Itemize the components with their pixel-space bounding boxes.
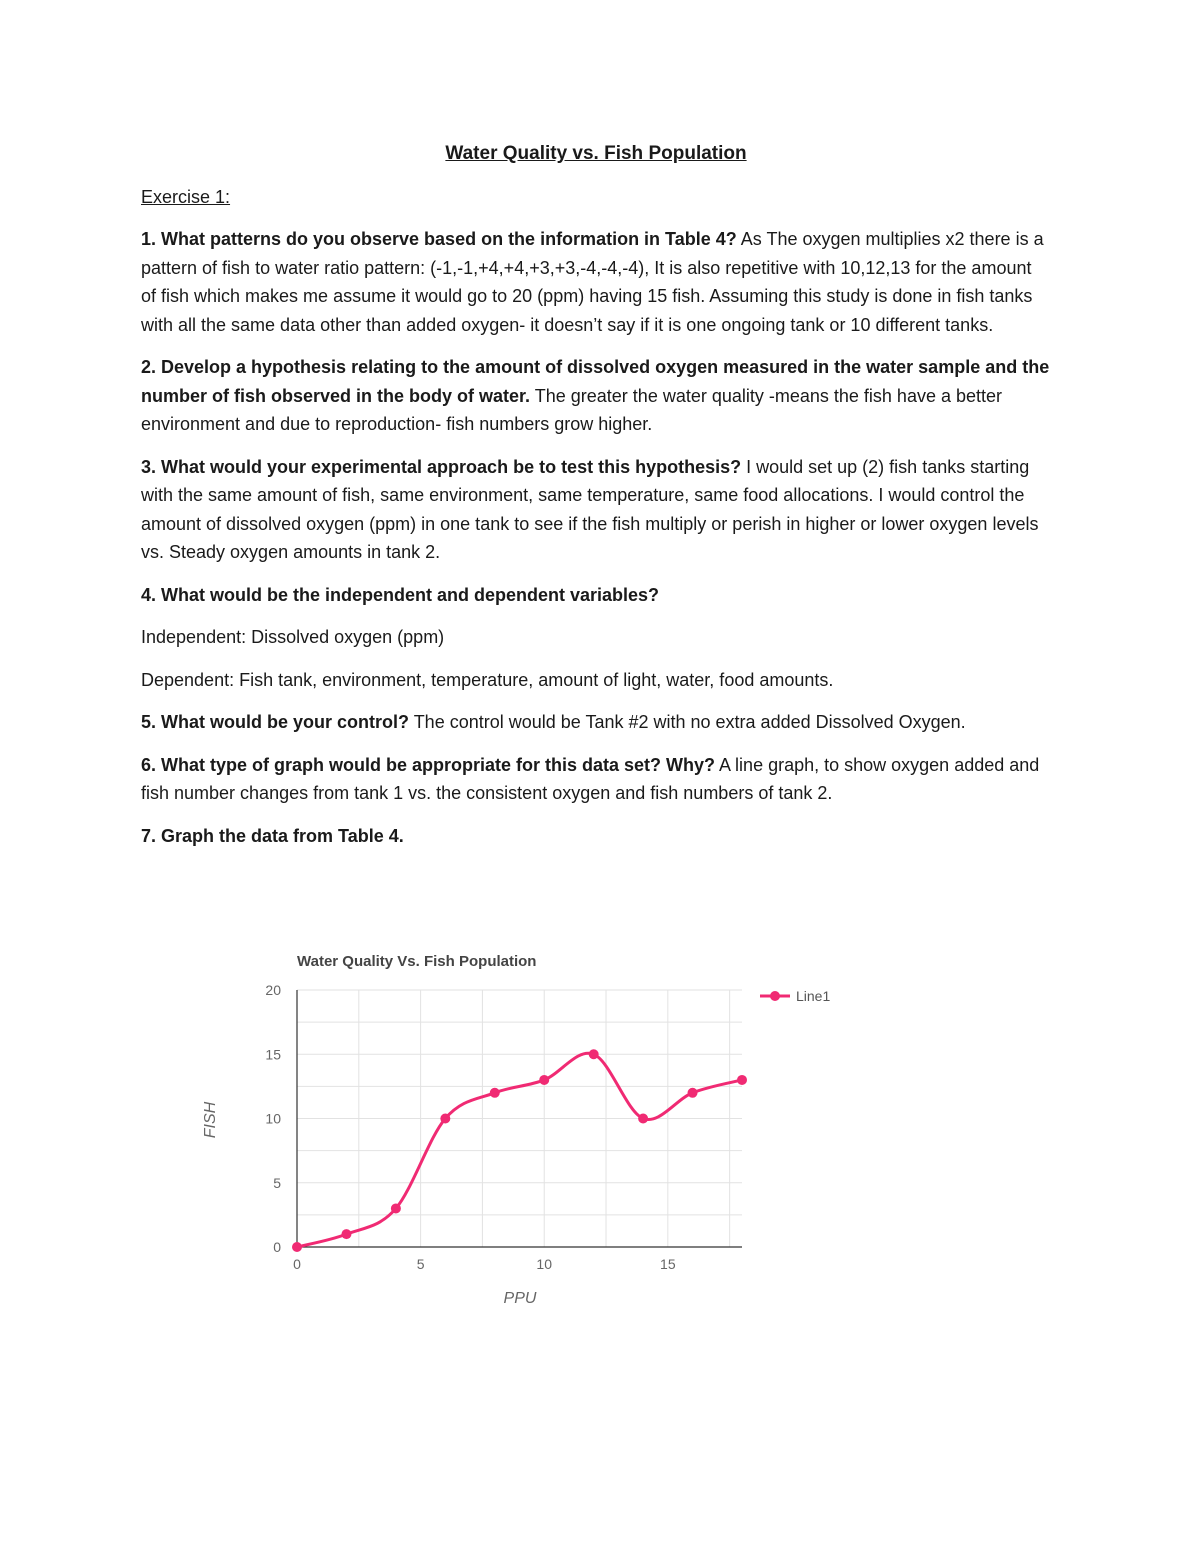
data-point (490, 1088, 500, 1098)
y-tick-label: 20 (265, 982, 281, 998)
data-point (440, 1114, 450, 1124)
data-point (638, 1114, 648, 1124)
question-3-prompt: 3. What would your experimental approach be to test this hypothesis? (141, 456, 742, 477)
document-body (141, 140, 1051, 864)
data-point (539, 1075, 549, 1085)
chart-svg (180, 940, 880, 1320)
x-tick-label: 15 (660, 1256, 676, 1272)
series-line (297, 1053, 742, 1247)
data-point (688, 1088, 698, 1098)
question-7 (141, 822, 1051, 851)
legend-marker (770, 991, 780, 1001)
y-tick-label: 0 (273, 1239, 281, 1255)
chart-legend (760, 988, 830, 1004)
data-point (292, 1242, 302, 1252)
question-2 (141, 353, 1051, 439)
chart-grid (297, 990, 742, 1247)
line-chart (180, 940, 880, 1320)
chart-title: Water Quality Vs. Fish Population (297, 953, 537, 970)
question-7-prompt: 7. Graph the data from Table 4. (141, 825, 404, 846)
y-tick-label: 15 (265, 1046, 281, 1063)
question-6-prompt: 6. What type of graph would be appropriate for this data set? Why? (141, 754, 716, 775)
question-4 (141, 581, 1051, 610)
x-axis-label: PPU (503, 1290, 537, 1307)
y-axis-label: FISH (202, 1101, 219, 1139)
question-5-prompt: 5. What would be your control? (141, 712, 409, 732)
legend-label: Line1 (796, 988, 831, 1004)
question-3 (141, 453, 1051, 567)
question-6 (141, 751, 1051, 808)
x-tick-label: 5 (416, 1256, 425, 1272)
question-5-answer: The control would be Tank #2 with no extra added Dissolved Oxygen. (413, 712, 966, 732)
exercise-heading: Exercise 1: (141, 186, 231, 207)
dependent-variable: Dependent: Fish tank, environment, temperature, amount of light, water, food amounts. (141, 669, 834, 690)
x-tick-label: 10 (536, 1256, 553, 1272)
chart-ticks (265, 982, 675, 1272)
y-tick-label: 10 (265, 1110, 281, 1127)
question-2-answer: The greater the water quality -means the fish have a better environment and due to reproduction- fish numbers grow higher. (141, 385, 1003, 434)
data-point (589, 1049, 599, 1059)
question-4-prompt: 4. What would be the independent and dependent variables? (141, 584, 660, 605)
question-5 (141, 708, 1051, 737)
data-point (737, 1075, 747, 1085)
independent-variable: Independent: Dissolved oxygen (ppm) (141, 627, 445, 647)
question-1-answer: As The oxygen multiplies x2 there is a pattern of fish to water ratio pattern: (-1,-1,+4,+4,+3,+3,-4,-4,-4), It is also repetitive with 10,12,13 for the amount of fish which makes me assume it would go to 20 (ppm) having 15 fish. Assuming this study is done in fish tanks with all the same data other than added oxygen- it doesn’t say if it is one ongoing tank or 10 different tanks. (141, 229, 1044, 335)
question-6-answer: A line graph, to show oxygen added and fish number changes from tank 1 vs. the consistent oxygen and fish numbers of tank 2. (141, 754, 1040, 803)
document-title: Water Quality vs. Fish Population (445, 143, 747, 164)
data-point (391, 1203, 401, 1213)
y-tick-label: 5 (273, 1174, 281, 1191)
question-2-prompt: 2. Develop a hypothesis relating to the amount of dissolved oxygen measured in the water sample and the number of fish observed in the body of water. (141, 357, 1050, 406)
question-3-answer: I would set up (2) fish tanks starting with the same amount of fish, same environment, same temperature, same food allocations. I would control the amount of dissolved oxygen (ppm) in one tank to see if the fish multiply or perish in higher or lower oxygen levels vs. Steady oxygen amounts in tank 2. (141, 456, 1039, 562)
question-1 (141, 225, 1051, 339)
question-1-prompt: 1. What patterns do you observe based on the information in Table 4? (141, 229, 737, 249)
data-point (341, 1229, 351, 1239)
x-tick-label: 0 (293, 1256, 301, 1272)
